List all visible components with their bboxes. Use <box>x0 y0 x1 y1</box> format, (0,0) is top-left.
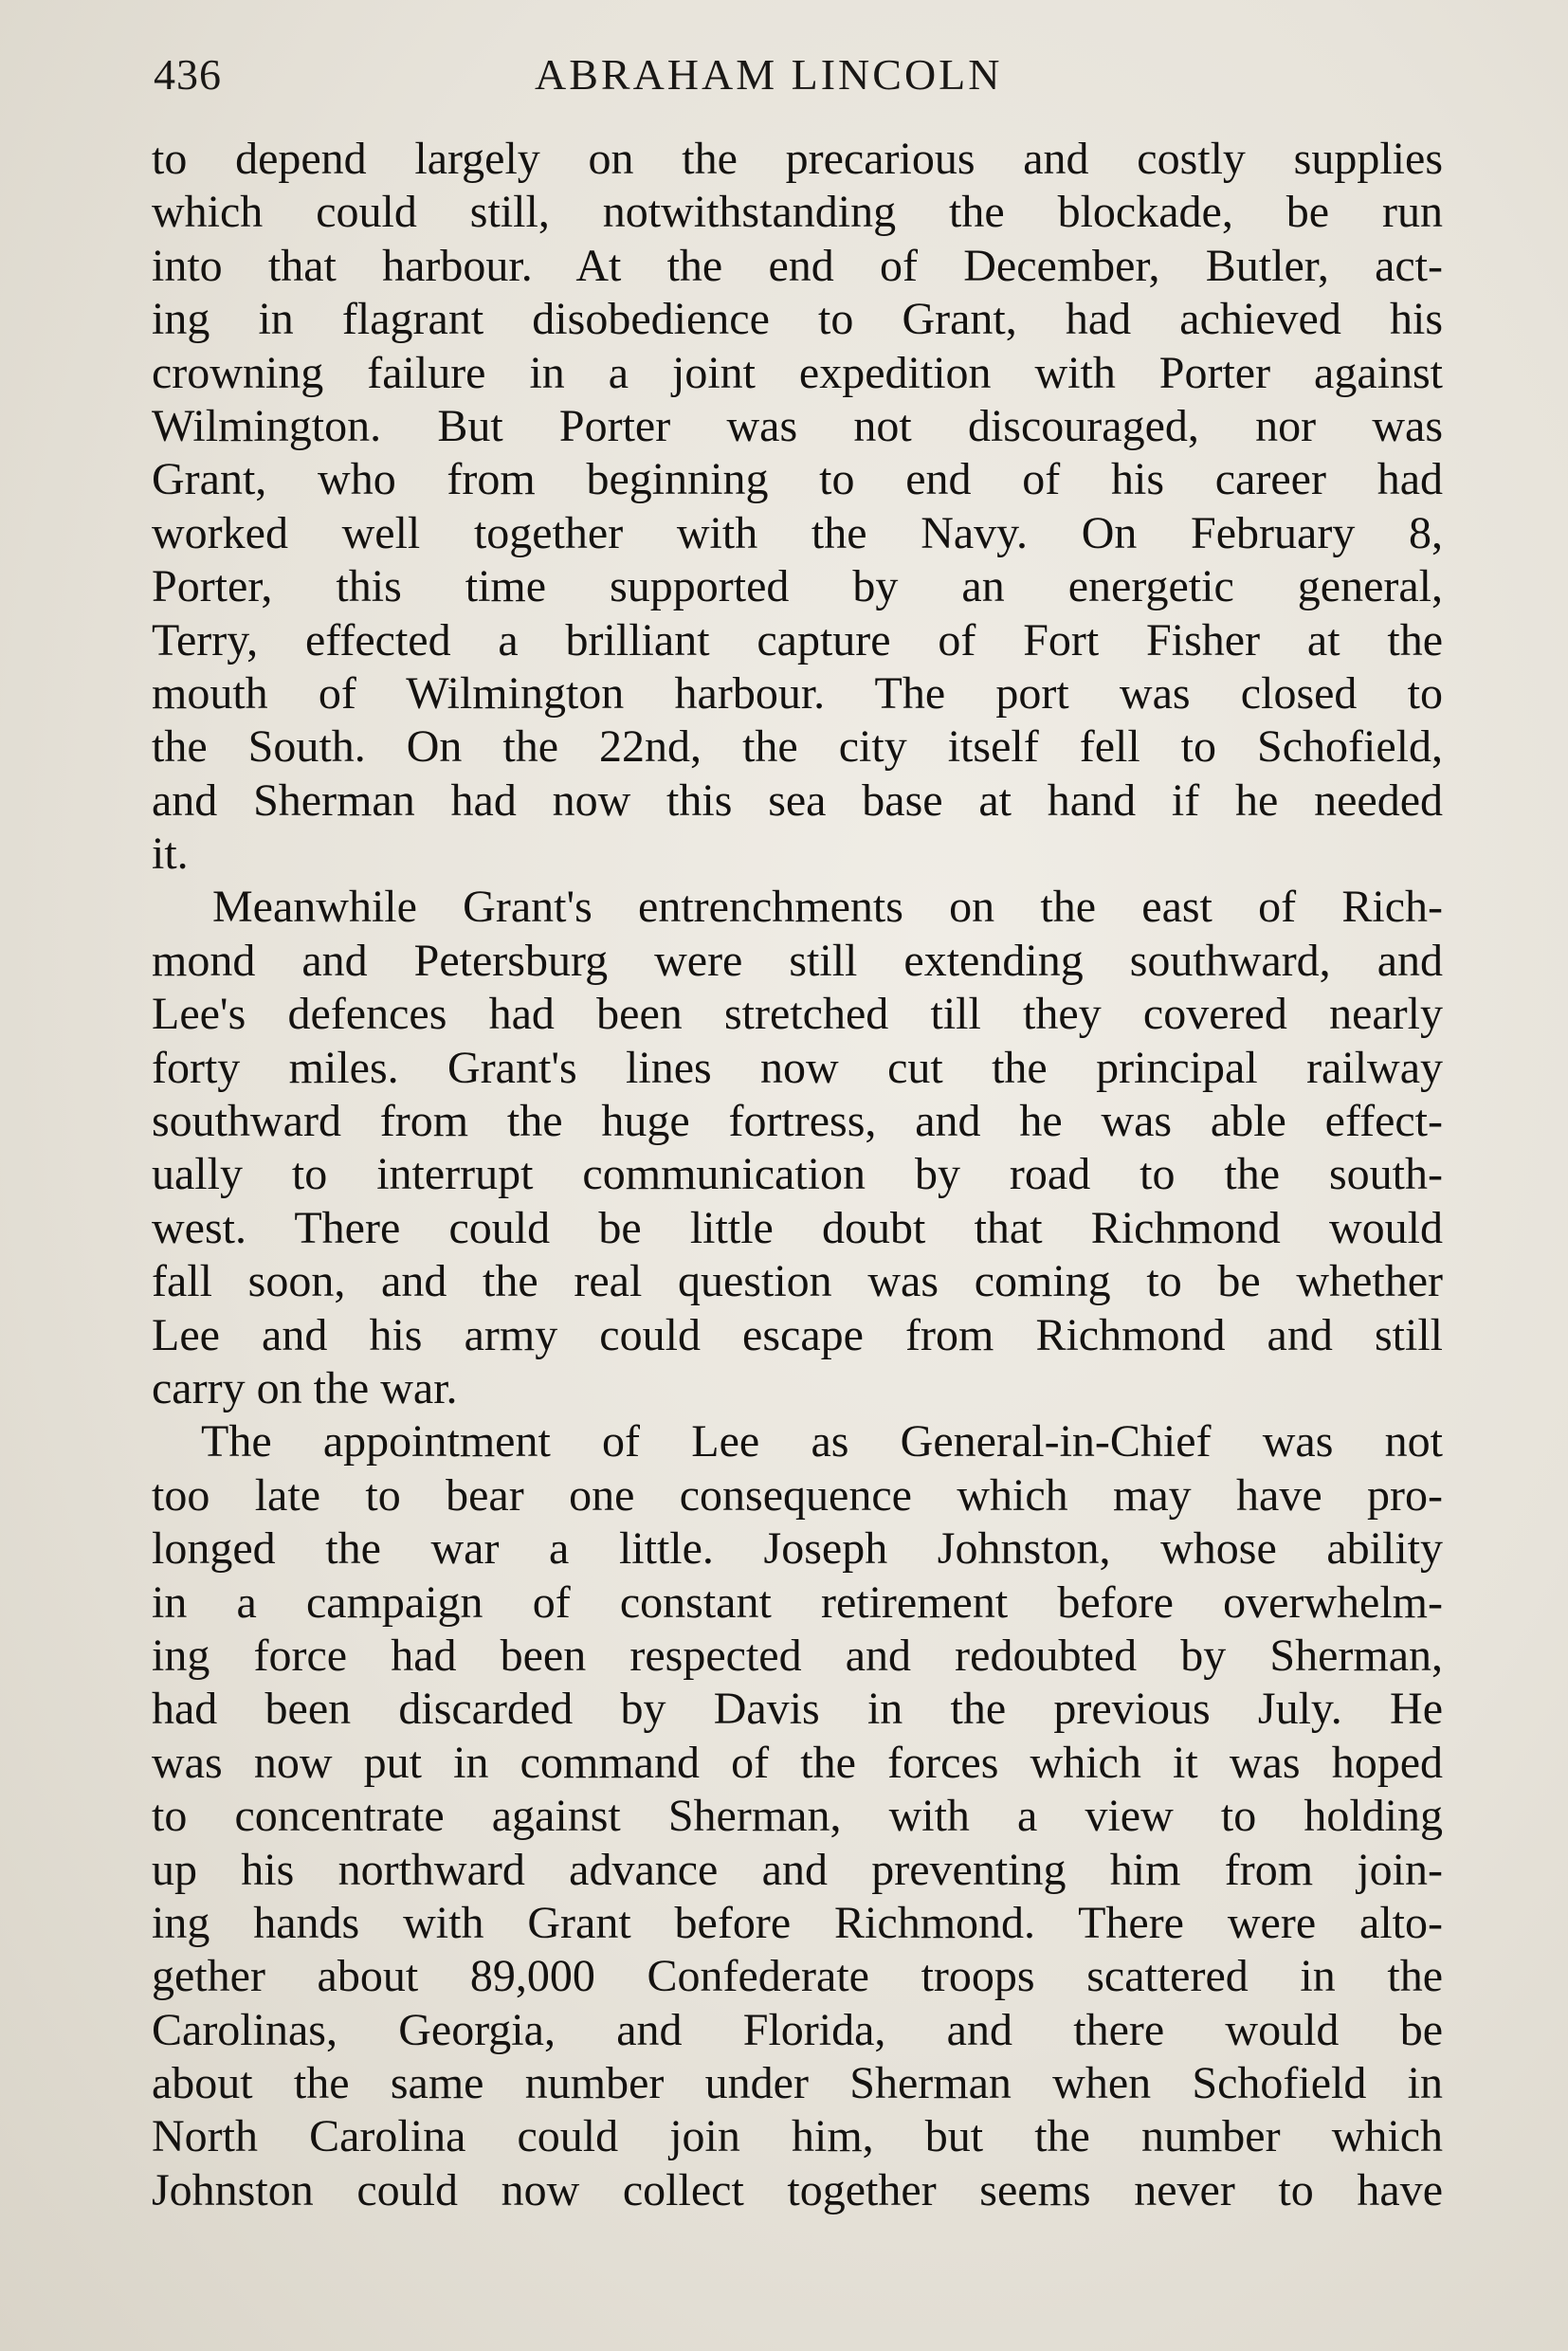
text-line: and Sherman had now this sea base at hand if he needed <box>152 775 1443 826</box>
page-header <box>154 49 1443 116</box>
text-line: to depend largely on the precarious and costly supplies <box>152 134 1443 184</box>
paragraph-start-line: Meanwhile Grant's entrenchments on the east of Rich- <box>212 882 1443 933</box>
text-line: ing in flagrant disobedience to Grant, had achieved his <box>152 294 1443 345</box>
text-line: southward from the huge fortress, and he was able effect- <box>152 1096 1443 1147</box>
text-line: mouth of Wilmington harbour. The port was closed to <box>152 667 1443 719</box>
text-line: Lee and his army could escape from Richmond and still <box>152 1309 1443 1360</box>
text-line: about the same number under Sherman when Schofield in <box>152 2058 1443 2109</box>
text-line: Lee's defences had been stretched till they covered nearly <box>152 989 1443 1040</box>
text-line: Porter, this time supported by an energetic general, <box>152 561 1443 612</box>
text-line: Terry, effected a brilliant capture of Fort Fisher at the <box>152 614 1443 665</box>
text-line: west. There could be little doubt that Richmond would <box>152 1202 1443 1253</box>
text-line: longed the war a little. Joseph Johnston, whose ability <box>152 1523 1443 1575</box>
text-line: into that harbour. At the end of December, Butler, act- <box>152 240 1443 291</box>
text-line: ually to interrupt communication by road to the south- <box>152 1149 1443 1200</box>
text-line: forty miles. Grant's lines now cut the principal railway <box>152 1042 1443 1093</box>
text-line: ing force had been respected and redoubted by Sherman, <box>152 1630 1443 1681</box>
text-line: it. <box>152 829 189 880</box>
text-line: in a campaign of constant retirement before overwhelm- <box>152 1576 1443 1628</box>
text-line: up his northward advance and preventing him from join- <box>152 1844 1443 1895</box>
text-line: which could still, notwithstanding the blockade, be run <box>152 187 1443 238</box>
text-line: Carolinas, Georgia, and Florida, and there would be <box>152 2004 1443 2055</box>
text-line: had been discarded by Davis in the previous July. He <box>152 1684 1443 1735</box>
text-line: North Carolina could join him, but the number which <box>152 2111 1443 2162</box>
page-number: 436 <box>154 50 222 99</box>
text-line: mond and Petersburg were still extending southward, and <box>152 935 1443 986</box>
text-line: gether about 89,000 Confederate troops scattered in the <box>152 1951 1443 2002</box>
text-line: too late to bear one consequence which may have pro- <box>152 1469 1443 1521</box>
paragraph-start-line: The appointment of Lee as General-in-Chief was not <box>201 1416 1443 1467</box>
text-line: ing hands with Grant before Richmond. There were alto- <box>152 1897 1443 1948</box>
body-text <box>152 133 1443 2217</box>
text-line: to concentrate against Sherman, with a view to holding <box>152 1791 1443 1842</box>
text-line: fall soon, and the real question was coming to be whether <box>152 1256 1443 1307</box>
text-line: the South. On the 22nd, the city itself fell to Schofield, <box>152 721 1443 773</box>
text-line: Johnston could now collect together seems never to have <box>152 2164 1443 2215</box>
running-head: ABRAHAM LINCOLN <box>535 50 1003 99</box>
text-line: Grant, who from beginning to end of his career had <box>152 454 1443 505</box>
text-line: carry on the war. <box>152 1362 458 1413</box>
text-line: was now put in command of the forces which it was hoped <box>152 1737 1443 1788</box>
text-line: crowning failure in a joint expedition with Porter against <box>152 347 1443 398</box>
text-line: Wilmington. But Porter was not discouraged, nor was <box>152 400 1443 451</box>
text-line: worked well together with the Navy. On February 8, <box>152 507 1443 558</box>
